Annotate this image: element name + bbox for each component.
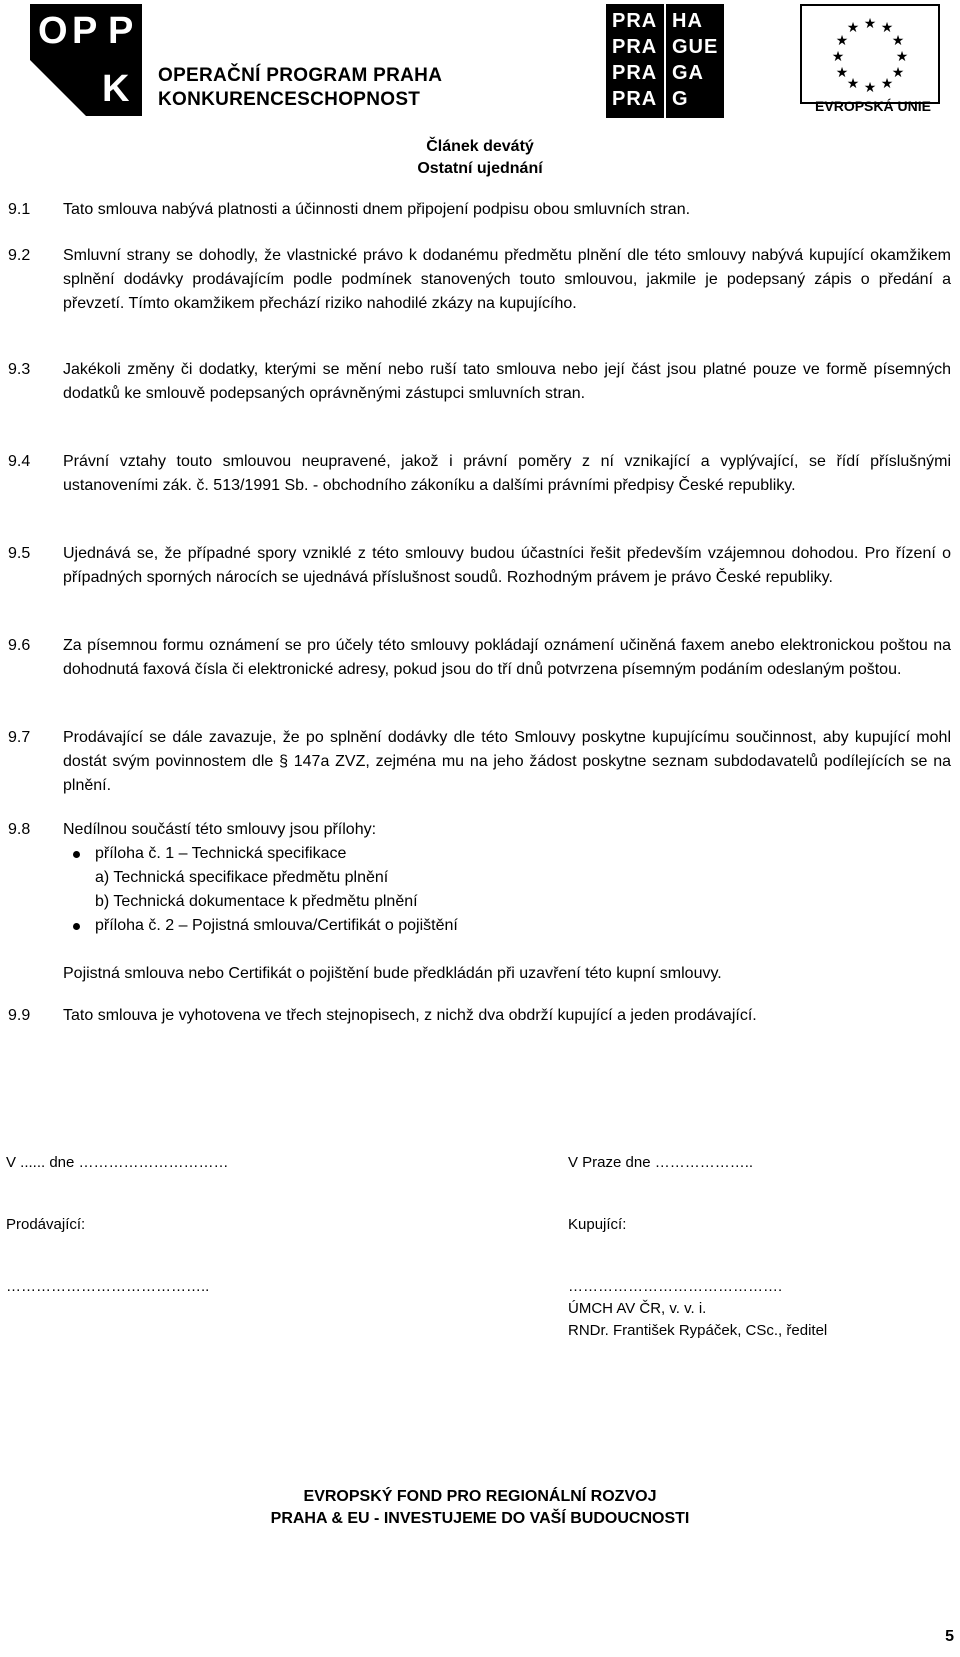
clause-number: 9.1: [8, 201, 31, 218]
footer-line1: EVROPSKÝ FOND PRO REGIONÁLNÍ ROZVOJ: [303, 1488, 657, 1505]
opp-logo-letter: O: [38, 10, 68, 52]
bullet-icon: [73, 923, 80, 930]
attachments-list-2: [63, 914, 951, 938]
clause-text: Právní vztahy touto smlouvou neupravené, jakož i právní poměry z ní vznikající a vyplývající, se řídí příslušnými ustanoveními zák. č. 513/1991 Sb. - obchodního zákoníku a dalšími právními předpisy České republiky.: [63, 453, 951, 494]
buyer-organization: ÚMCH AV ČR, v. v. i.: [568, 1300, 707, 1317]
opp-name-line2: KONKURENCESCHOPNOST: [158, 89, 421, 110]
buyer-role: Kupující:: [568, 1216, 627, 1233]
praha-logo-text: G: [672, 88, 689, 110]
praha-logo-text: PRA: [612, 62, 658, 84]
clause-number: 9.7: [8, 729, 31, 746]
clause-number: 9.8: [8, 821, 31, 838]
praha-logo-text: PRA: [612, 88, 658, 110]
attachments-list: [63, 842, 951, 866]
svg-text:★: ★: [895, 49, 909, 65]
buyer-representative: RNDr. František Rypáček, CSc., ředitel: [568, 1322, 828, 1339]
clause-number: 9.9: [8, 1007, 31, 1024]
svg-text:★: ★: [863, 16, 877, 32]
seller-signature-line: …………………………………..: [6, 1278, 210, 1295]
svg-text:★: ★: [891, 65, 905, 81]
opp-name-line1: OPERAČNÍ PROGRAM PRAHA: [158, 65, 443, 86]
svg-text:★: ★: [835, 65, 849, 81]
clause-9-7: [8, 726, 960, 798]
clause-9-8: [8, 818, 960, 986]
page-number: 5: [945, 1628, 954, 1645]
seller-place-date: V ...... dne …………………………: [6, 1154, 229, 1171]
clause-9-9: [8, 1004, 960, 1028]
eu-caption: EVROPSKÁ UNIE: [815, 98, 931, 114]
praha-logo-text: HA: [672, 10, 703, 32]
svg-text:★: ★: [831, 49, 845, 65]
article-subtitle: Ostatní ujednání: [417, 160, 543, 177]
eu-flag-icon: [800, 4, 940, 104]
svg-text:★: ★: [880, 20, 894, 36]
buyer-signature-line: …………………………………….: [568, 1278, 783, 1295]
attachment-1: příloha č. 1 – Technická specifikace: [95, 845, 347, 862]
clause-9-1: [8, 198, 960, 222]
opp-program-name: [158, 64, 442, 112]
praha-logo-text: PRA: [612, 10, 658, 32]
clause-text: Jakékoli změny či dodatky, kterými se mění nebo ruší tato smlouva nebo její část jsou platné pouze ve formě písemných dodatků ke smlouvě podepsaných oprávněnými zástupci smluvních stran.: [63, 361, 951, 402]
clause-9-6: [8, 634, 960, 682]
praha-logo-text: PRA: [612, 36, 658, 58]
list-item: [63, 914, 951, 938]
attachment-1-part-b: b) Technická dokumentace k předmětu plnění: [95, 893, 418, 910]
seller-role: Prodávající:: [6, 1216, 86, 1233]
svg-text:★: ★: [863, 80, 877, 96]
svg-text:★: ★: [846, 76, 860, 92]
clause-text: Tato smlouva je vyhotovena ve třech stejnopisech, z nichž dva obdrží kupující a jeden prodávající.: [63, 1007, 757, 1024]
list-item: [63, 842, 951, 866]
clause-9-3: [8, 358, 960, 406]
attachment-1-part-a: a) Technická specifikace předmětu plnění: [95, 869, 389, 886]
clause-9-2: [8, 244, 960, 316]
article-title: Článek devátý: [426, 138, 534, 155]
opp-logo-letter: P: [108, 10, 134, 52]
praha-logo: [606, 4, 724, 118]
clause-9-4: [8, 450, 960, 498]
opp-logo: [30, 4, 142, 116]
clause-number: 9.2: [8, 247, 31, 264]
clause-text: Nedílnou součástí této smlouvy jsou přílohy:: [63, 821, 377, 838]
attachments-note: Pojistná smlouva nebo Certifikát o pojištění bude předkládán při uzavření této kupní smlouvy.: [63, 965, 722, 982]
clause-text: Smluvní strany se dohodly, že vlastnické právo k dodanému předmětu plnění dle této smlouvy nabývá kupující okamžikem splnění dodávky prodávajícím podle podmínek stanovených touto smlouvou, jakmile je podepsaný zápis o předání a převzetí. Tímto okamžikem přechází riziko nahodilé zkázy na kupujícího.: [63, 247, 951, 312]
buyer-place-date: V Praze dne ………………..: [568, 1154, 754, 1171]
svg-text:★: ★: [891, 33, 905, 49]
clause-number: 9.4: [8, 453, 31, 470]
bullet-icon: [73, 851, 80, 858]
footer-line2: PRAHA & EU - INVESTUJEME DO VAŠÍ BUDOUCNOSTI: [270, 1510, 690, 1527]
clause-text: Tato smlouva nabývá platnosti a účinnosti dnem připojení podpisu obou smluvních stran.: [63, 201, 691, 218]
eu-stars-icon: [802, 6, 938, 102]
clause-text: Ujednává se, že případné spory vzniklé z této smlouvy budou účastníci řešit především vzájemnou dohodou. Pro řízení o případných sporných nárocích se ujednává příslušnost soudů. Rozhodným právem je právo České republiky.: [63, 545, 951, 586]
attachment-2: příloha č. 2 – Pojistná smlouva/Certifikát o pojištění: [95, 917, 458, 934]
clause-number: 9.6: [8, 637, 31, 654]
praha-logo-text: GA: [672, 62, 704, 84]
opp-logo-letter: K: [102, 68, 130, 110]
clause-number: 9.5: [8, 545, 31, 562]
clause-number: 9.3: [8, 361, 31, 378]
clause-text: Za písemnou formu oznámení se pro účely této smlouvy pokládají oznámení učiněná faxem anebo elektronickou poštou na dohodnutá faxová čísla či elektronické adresy, pokud jsou do tří dnů potvrzena písemným podáním odeslaným poštou.: [63, 637, 951, 678]
opp-logo-letter: P: [72, 10, 98, 52]
svg-text:★: ★: [835, 33, 849, 49]
svg-text:★: ★: [880, 76, 894, 92]
svg-text:★: ★: [846, 20, 860, 36]
praha-logo-text: GUE: [672, 36, 719, 58]
clause-9-5: [8, 542, 960, 590]
clause-text: Prodávající se dále zavazuje, že po splnění dodávky dle této Smlouvy poskytne kupujícímu součinnost, aby kupující mohl dostát svým povinnostem dle § 147a ZVZ, zejména mu na jeho žádost poskytne seznam subdodavatelů podílejících se na plnění.: [63, 729, 951, 794]
opp-logo-mark: [30, 4, 142, 116]
